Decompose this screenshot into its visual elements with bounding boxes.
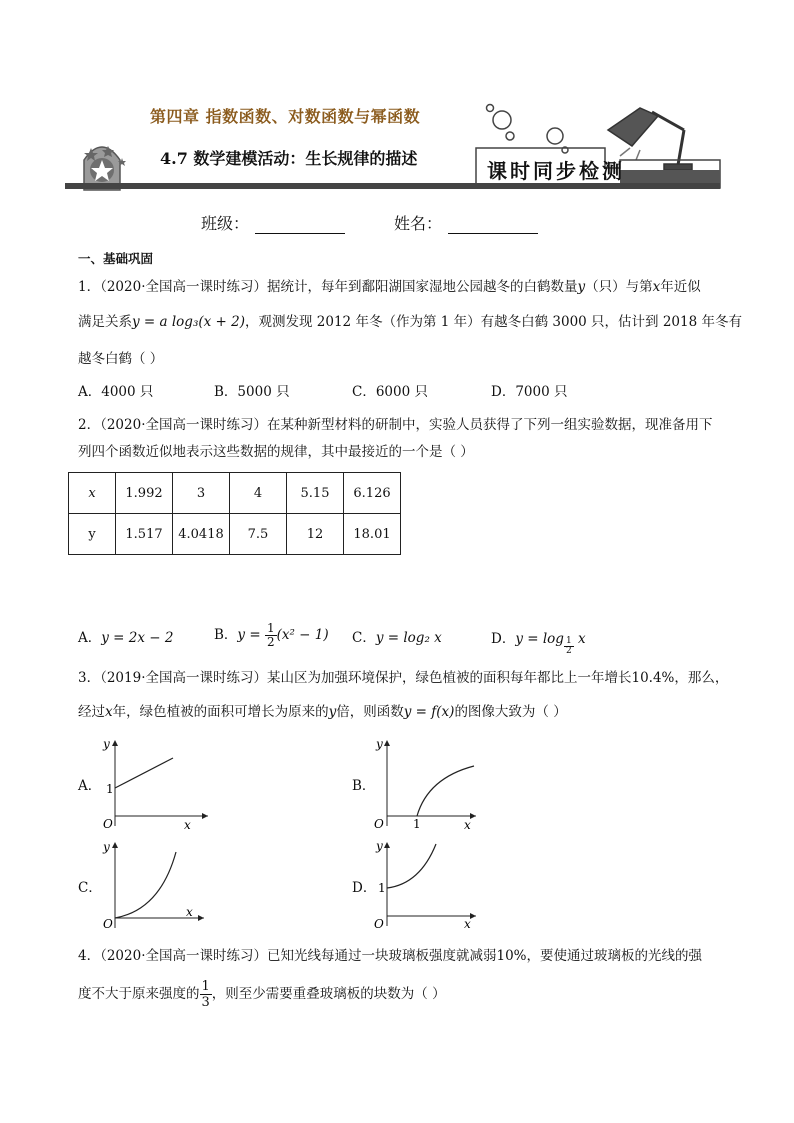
fraction-third: $\frac{1}{3}$ [201, 979, 210, 1010]
table-cell: 5.15 [287, 473, 344, 514]
q3-option-a[interactable]: A． [78, 778, 102, 794]
class-field[interactable] [201, 211, 345, 234]
one-label: 1 [106, 782, 114, 796]
name-field[interactable] [394, 211, 538, 234]
q1-option-d[interactable]: D．7000 只 [491, 384, 568, 400]
q1-line1: 1．（2020·全国高一课时练习）据统计，每年到鄱阳湖国家湿地公园越冬的白鹤数量y（只）与第x年近似 [78, 279, 701, 295]
q2-option-d[interactable]: D．y = log $\frac{1}{2}$ x [491, 631, 586, 656]
axis-x-label: x [464, 917, 471, 930]
axis-y-label: y [376, 738, 383, 751]
class-blank[interactable] [255, 219, 345, 234]
axis-x-label: x [186, 905, 193, 919]
origin-label: O [374, 817, 384, 830]
table-cell: 1.992 [116, 473, 173, 514]
axis-x-label: x [184, 818, 191, 830]
axis-y-label: y [376, 839, 383, 853]
name-blank[interactable] [448, 219, 538, 234]
table-cell: y [69, 514, 116, 555]
q3-graph-c[interactable] [100, 838, 210, 930]
table-row-x [69, 473, 401, 514]
q3-graph-a[interactable] [100, 738, 210, 830]
one-label: 1 [413, 817, 421, 830]
one-label: 1 [378, 881, 386, 895]
origin-label: O [103, 917, 113, 930]
q4-line2: 度不大于原来强度的 $\frac{1}{3}$ ，则至少需要重叠玻璃板的块数为（ ） [78, 979, 446, 1010]
axis-y-label: y [103, 738, 110, 751]
curve [115, 758, 173, 788]
q3-line2: 经过x年，绿色植被的面积可增长为原来的y倍，则函数y = f(x)的图像大致为（ ） [78, 704, 567, 720]
name-label: 姓名： [394, 214, 443, 233]
q1-line2: 满足关系y = a log₃(x + 2)，观测发现 2012 年冬（作为第 1 年）有越冬白鹤 3000 只，估计到 2018 年冬有 [78, 314, 742, 330]
banner-bar [65, 183, 720, 189]
curve [417, 766, 474, 816]
q1-option-c[interactable]: C．6000 只 [352, 384, 428, 400]
q1-option-a[interactable]: A．4000 只 [78, 384, 154, 400]
banner-tag: 课时同步检测 [487, 159, 625, 183]
q3-line1: 3．（2019·全国高一课时练习）某山区为加强环境保护，绿色植被的面积每年都比上一年增长10.4%，那么， [78, 670, 729, 686]
q4-line1: 4．（2020·全国高一课时练习）已知光线每通过一块玻璃板强度就减弱10%，要使通过玻璃板的光线的强 [78, 948, 702, 964]
table-row-y [69, 514, 401, 555]
bubbles-icon [487, 105, 569, 154]
part1-title: 一、基础巩固 [78, 251, 154, 266]
q3-graph-d[interactable] [370, 838, 480, 930]
table-cell: x [69, 473, 116, 514]
q2-data-table [68, 472, 401, 555]
axis-y-label: y [103, 840, 110, 854]
q2-line1: 2．（2020·全国高一课时练习）在某种新型材料的研制中，实验人员获得了下列一组实验数据，现准备用下 [78, 417, 713, 433]
q3-option-d[interactable]: D． [352, 880, 377, 896]
table-cell: 4 [230, 473, 287, 514]
q1-option-b[interactable]: B．5000 只 [214, 384, 290, 400]
table-cell: 12 [287, 514, 344, 555]
table-cell: 1.517 [116, 514, 173, 555]
q1-formula: y = a log₃(x + 2) [132, 314, 245, 330]
origin-label: O [103, 817, 113, 830]
class-label: 班级： [201, 214, 250, 233]
q3-function: y = f(x) [403, 704, 455, 720]
fraction-half: $\frac{1}{2}$ [266, 621, 275, 649]
q1-line3: 越冬白鹤（ ） [78, 351, 164, 367]
q2-option-b[interactable]: B．y = $\frac{1}{2}$ (x² − 1) [214, 621, 329, 649]
section-title: 4.7 数学建模活动：生长规律的描述 [160, 149, 418, 168]
q2-line2: 列四个函数近似地表示这些数据的规律，其中最接近的一个是（ ） [78, 444, 474, 460]
chapter-title: 第四章 指数函数、对数函数与幂函数 [150, 107, 421, 126]
curve [387, 844, 436, 888]
table-cell: 7.5 [230, 514, 287, 555]
curve [115, 852, 176, 918]
table-cell: 18.01 [344, 514, 401, 555]
q3-graph-b[interactable] [370, 738, 480, 830]
q2-option-a[interactable]: A．y = 2x − 2 [78, 630, 174, 646]
origin-label: O [374, 917, 384, 930]
table-cell: 3 [173, 473, 230, 514]
table-cell: 6.126 [344, 473, 401, 514]
q3-option-c[interactable]: C． [78, 880, 102, 896]
table-cell: 4.0418 [173, 514, 230, 555]
q3-option-b[interactable]: B． [352, 778, 376, 794]
axis-x-label: x [464, 818, 471, 830]
q2-option-c[interactable]: C．y = log₂ x [352, 630, 442, 646]
log-base-fraction: $\frac{1}{2}$ [565, 636, 572, 656]
